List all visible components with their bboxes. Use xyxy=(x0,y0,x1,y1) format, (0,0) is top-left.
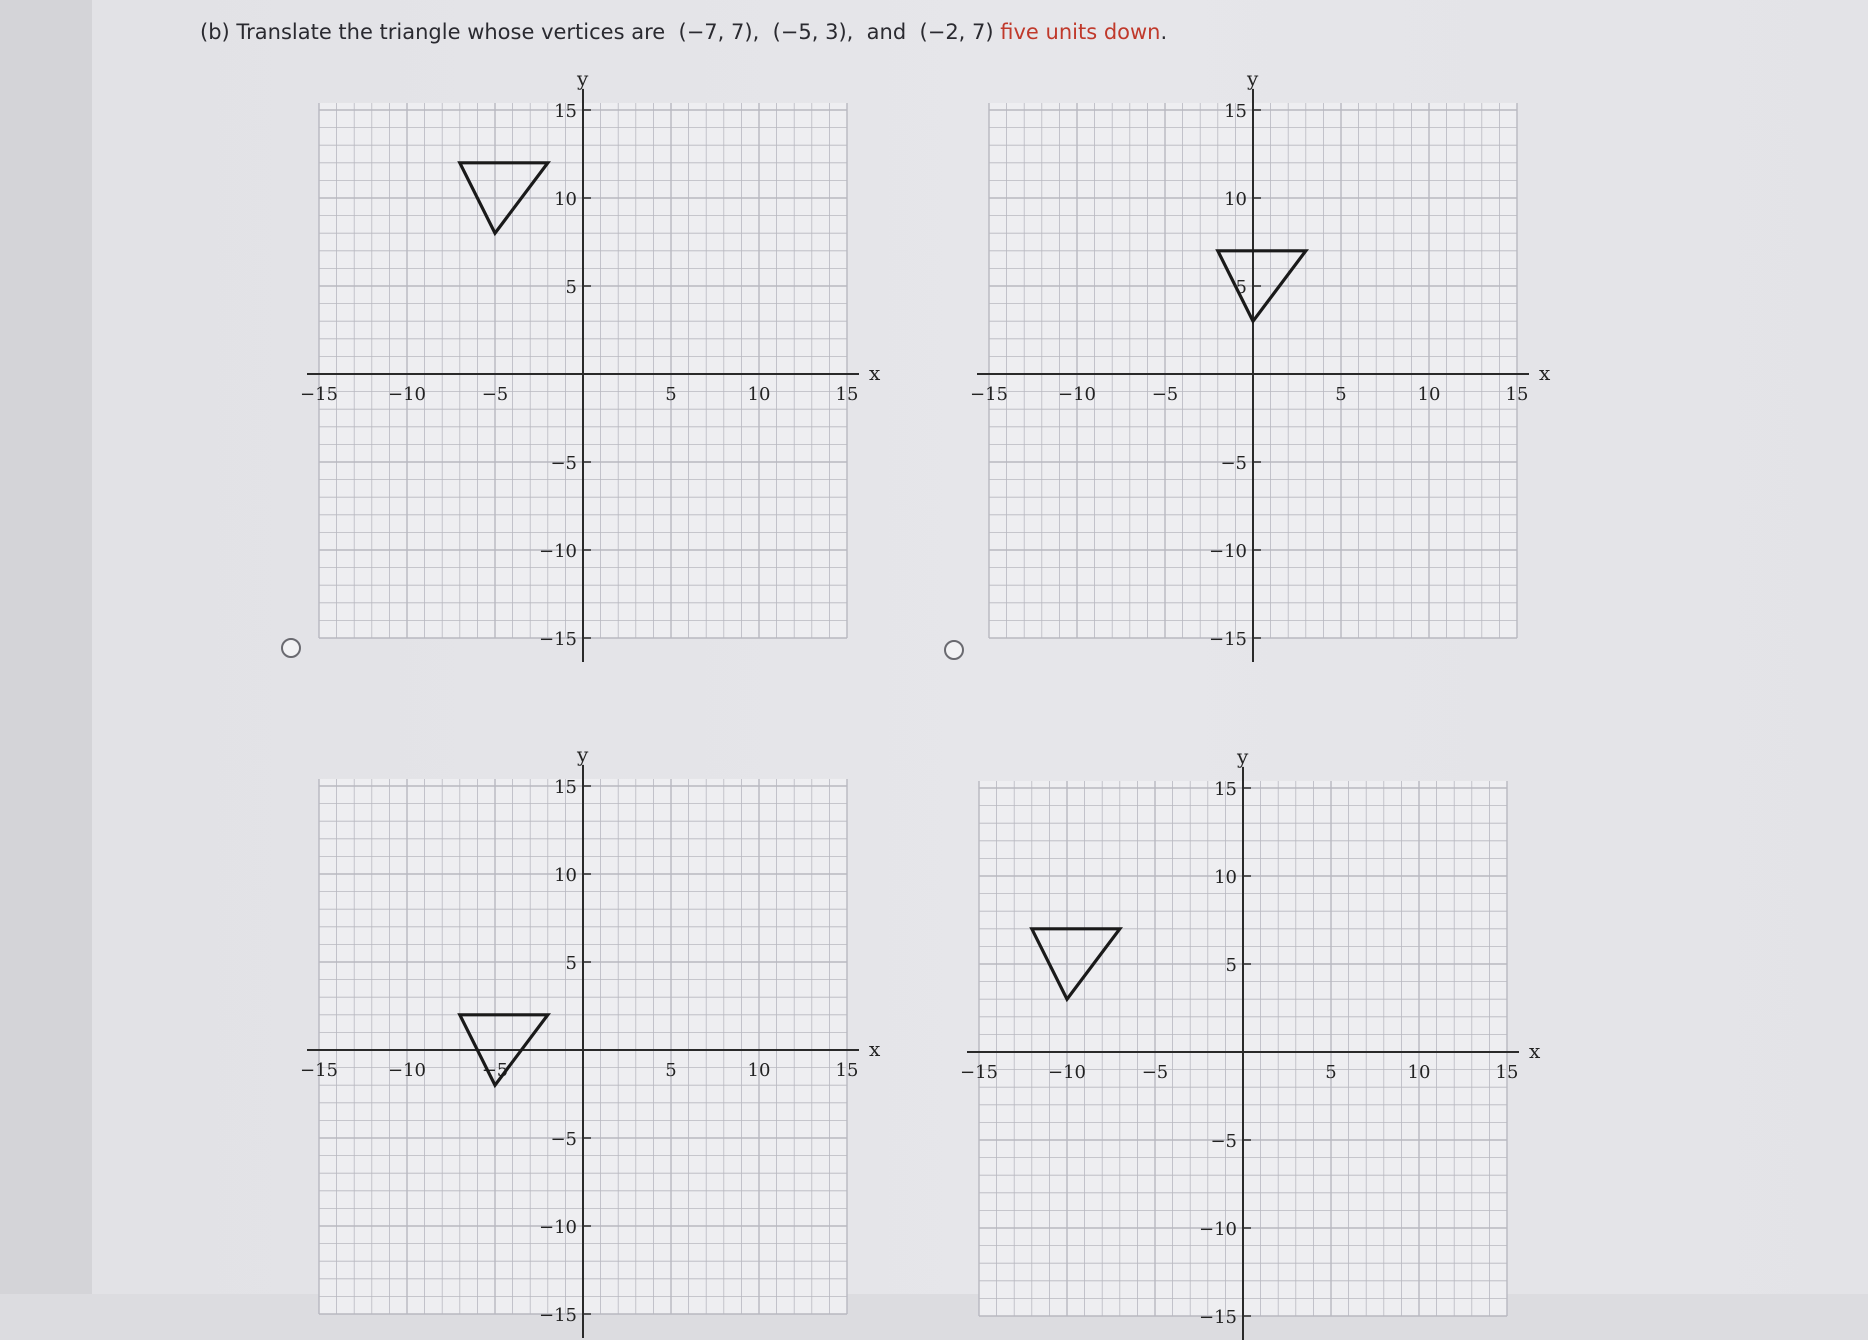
graph-option-c xyxy=(290,738,890,1338)
x-tick-label: 15 xyxy=(835,1060,859,1081)
x-tick-label: 10 xyxy=(747,1060,771,1081)
y-tick-label: −15 xyxy=(1209,629,1247,650)
x-tick-label: 10 xyxy=(1417,384,1441,405)
x-tick-label: −10 xyxy=(1048,1062,1086,1083)
y-tick-label: −5 xyxy=(550,1129,577,1150)
y-tick-label: 10 xyxy=(554,865,577,886)
y-tick-label: −15 xyxy=(539,1305,577,1326)
coordinate-plane xyxy=(960,62,1560,662)
x-tick-label: 5 xyxy=(1325,1062,1337,1083)
y-tick-label: −15 xyxy=(1199,1307,1237,1328)
x-tick-label: −10 xyxy=(388,1060,426,1081)
x-tick-label: −15 xyxy=(300,1060,338,1081)
y-tick-label: −10 xyxy=(1209,541,1247,562)
left-margin xyxy=(0,0,93,1294)
y-axis-label: y xyxy=(1237,744,1249,769)
x-axis-label: x xyxy=(1539,361,1551,385)
y-tick-label: 5 xyxy=(1235,277,1247,298)
y-tick-label: 5 xyxy=(565,953,577,974)
graph-option-b xyxy=(960,62,1560,662)
y-axis-label: y xyxy=(1247,66,1259,91)
x-tick-label: 10 xyxy=(747,384,771,405)
coordinate-plane xyxy=(290,738,890,1338)
x-tick-label: −15 xyxy=(970,384,1008,405)
y-axis-label: y xyxy=(577,66,589,91)
y-tick-label: −10 xyxy=(539,1217,577,1238)
question-suffix: . xyxy=(1160,20,1168,44)
x-tick-label: 5 xyxy=(665,1060,677,1081)
x-tick-label: −15 xyxy=(300,384,338,405)
x-axis-label: x xyxy=(1529,1039,1541,1063)
x-tick-label: 5 xyxy=(665,384,677,405)
graph-option-a xyxy=(290,62,890,662)
x-tick-label: 10 xyxy=(1407,1062,1431,1083)
x-tick-label: −5 xyxy=(1141,1062,1169,1083)
x-tick-label: 15 xyxy=(1505,384,1529,405)
y-tick-label: 10 xyxy=(1224,189,1247,210)
x-axis-label: x xyxy=(869,361,881,385)
x-tick-label: −10 xyxy=(388,384,426,405)
question-prefix: (b) Translate the triangle whose vertices are (−7, 7), (−5, 3), and (−2, 7) xyxy=(200,20,1001,44)
y-tick-label: −5 xyxy=(1210,1131,1237,1152)
y-tick-label: −10 xyxy=(1199,1219,1237,1240)
y-tick-label: 5 xyxy=(1225,955,1237,976)
x-tick-label: 5 xyxy=(1335,384,1347,405)
x-tick-label: −5 xyxy=(481,1060,509,1081)
y-tick-label: 15 xyxy=(554,101,577,122)
x-tick-label: −5 xyxy=(1151,384,1179,405)
question-text xyxy=(200,20,1167,44)
graph-option-d xyxy=(950,740,1550,1340)
y-tick-label: −10 xyxy=(539,541,577,562)
y-tick-label: −5 xyxy=(550,453,577,474)
y-tick-label: 5 xyxy=(565,277,577,298)
coordinate-plane xyxy=(950,740,1550,1340)
y-tick-label: 10 xyxy=(554,189,577,210)
coordinate-plane xyxy=(290,62,890,662)
x-tick-label: −5 xyxy=(481,384,509,405)
y-axis-label: y xyxy=(577,742,589,767)
question-highlight: five units down xyxy=(1000,20,1161,44)
x-tick-label: 15 xyxy=(1495,1062,1519,1083)
x-tick-label: −10 xyxy=(1058,384,1096,405)
y-tick-label: −15 xyxy=(539,629,577,650)
x-axis-label: x xyxy=(869,1037,881,1061)
y-tick-label: 15 xyxy=(554,777,577,798)
y-tick-label: 15 xyxy=(1214,779,1237,800)
x-tick-label: 15 xyxy=(835,384,859,405)
y-tick-label: −5 xyxy=(1220,453,1247,474)
y-tick-label: 15 xyxy=(1224,101,1247,122)
x-tick-label: −15 xyxy=(960,1062,998,1083)
y-tick-label: 10 xyxy=(1214,867,1237,888)
